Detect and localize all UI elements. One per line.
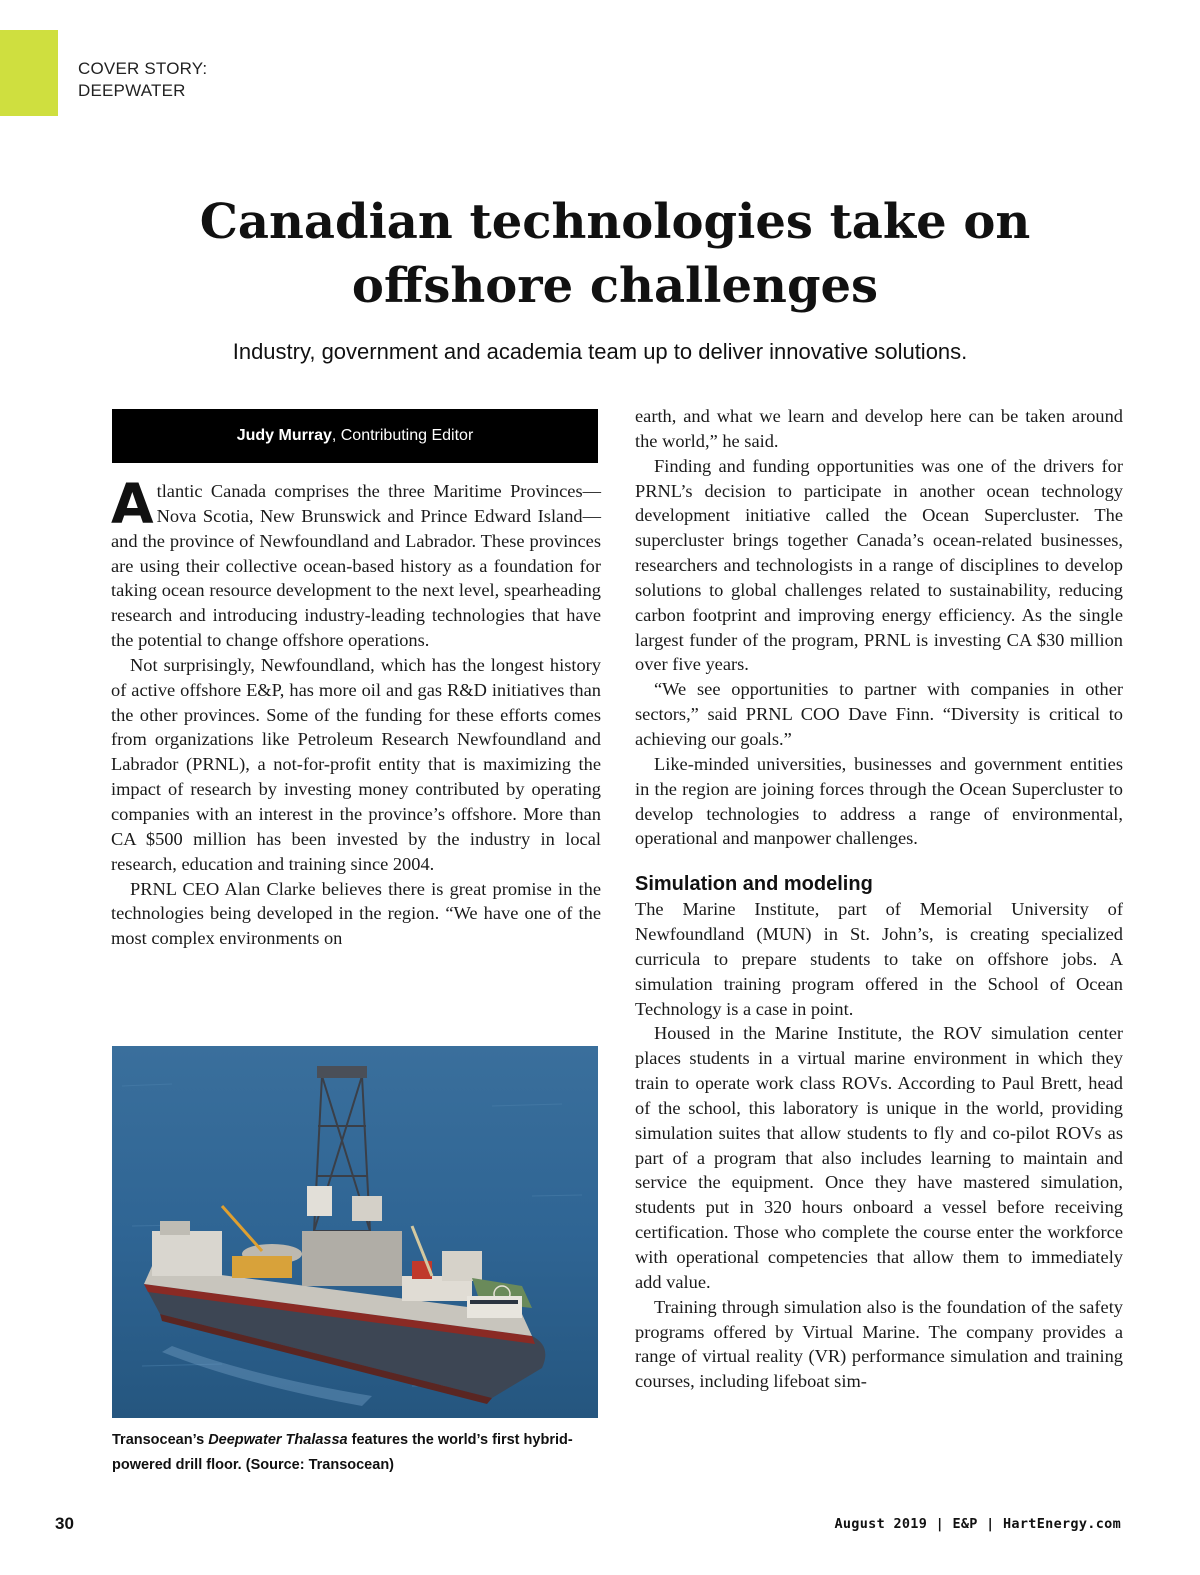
body-paragraph: “We see opportunities to partner with companies in other sectors,” said PRNL COO Dave Finn. “Diversity is critical to achieving our goals.” — [635, 679, 1123, 749]
body-paragraph: The Marine Institute, part of Memorial University of Newfoundland (MUN) in St. John’s, is creating specialized curricula to prepare students to take on offshore jobs. A simulation training program offered in the School of Ocean Technology is a case in point. — [635, 899, 1123, 1019]
section-label-line1: COVER STORY: — [78, 59, 208, 78]
section-label — [78, 58, 207, 102]
body-paragraph: Finding and funding opportunities was one of the drivers for PRNL’s decision to participate in another ocean technology development initiative called the Ocean Supercluster. The supercluster brings together Canada’s ocean-related businesses, researchers and technologists in a range of disciplines to develop solutions to global challenges related to sustainability, reducing carbon footprint and improving energy efficiency. As the single largest funder of the program, PRNL is investing CA $30 million over five years. — [635, 455, 1123, 675]
article-headline — [100, 190, 1130, 318]
publication-footer: August 2019 | E&P | HartEnergy.com — [834, 1516, 1121, 1532]
section-subhead: Simulation and modeling — [635, 873, 873, 896]
photo-caption: Transocean’s Deepwater Thalassa features the world’s first hybrid-powered drill floor. (Source: Transocean) — [112, 1432, 573, 1473]
headline-line1: Canadian technologies take on — [199, 194, 1031, 250]
body-paragraph: PRNL CEO Alan Clarke believes there is great promise in the technologies being developed in the region. “We have one of the most complex environments on — [111, 878, 601, 949]
right-column — [635, 404, 1123, 1394]
body-paragraph: Not surprisingly, Newfoundland, which has the longest history of active offshore E&P, has more oil and gas R&D initiatives than the other provinces. Some of the funding for these efforts comes from organizations like Petroleum Research Newfoundland and Labrador (PRNL), a not-for-profit entity that is maximizing the impact of research by investing money contributed by operating companies with an interest in the province’s offshore. More than CA $500 million has been invested by the industry in local research, education and training since 2004. — [111, 654, 601, 874]
body-paragraph: earth, and what we learn and develop here can be taken around the world,” he said. — [635, 406, 1123, 451]
body-paragraph: Atlantic Canada comprises the three Maritime Provinces—Nova Scotia, New Brunswick and Prince Edward Island—and the province of Newfoundland and Labrador. These provinces are using their collective ocean-based history as a foundation for taking ocean resource development to the next level, spearheading research and introducing industry-leading technologies that have the potential to change offshore operations. — [111, 472, 601, 651]
headline-line2: offshore challenges — [351, 258, 879, 314]
caption-vessel-name: Deepwater Thalassa — [208, 1432, 348, 1448]
section-color-tab — [0, 30, 58, 116]
article-deck: Industry, government and academia team up to deliver innovative solutions. — [232, 339, 968, 364]
byline — [112, 409, 598, 463]
drop-cap: A — [111, 472, 154, 536]
left-column — [111, 472, 601, 951]
body-paragraph: Like-minded universities, businesses and government entities in the region are joining forces through the Ocean Supercluster to develop technologies to address a range of environmental, operational and manpower challenges. — [635, 753, 1123, 849]
byline-role: , Contributing Editor — [331, 427, 474, 444]
section-label-line2: DEEPWATER — [78, 81, 186, 100]
drillship-photo — [112, 1046, 598, 1418]
page-number: 30 — [55, 1514, 74, 1533]
body-paragraph: Training through simulation also is the foundation of the safety programs offered by Virtual Marine. The company provides a range of virtual reality (VR) performance simulation and training courses, including lifeboat sim- — [635, 1296, 1123, 1392]
body-paragraph: Housed in the Marine Institute, the ROV simulation center places students in a virtual marine environment in which they train to operate work class ROVs. According to Paul Brett, head of the school, this laboratory is unique in the world, providing simulation suites that allow students to fly and co-pilot ROVs as part of a program that also includes learning to maintain and service the equipment. Once they have mastered simulation, students put in 320 hours onboard a vessel before receiving certification. Those who complete the course enter the workforce with operational competencies that allow them to immediately add value. — [635, 1023, 1123, 1292]
byline-author: Judy Murray — [236, 427, 332, 444]
